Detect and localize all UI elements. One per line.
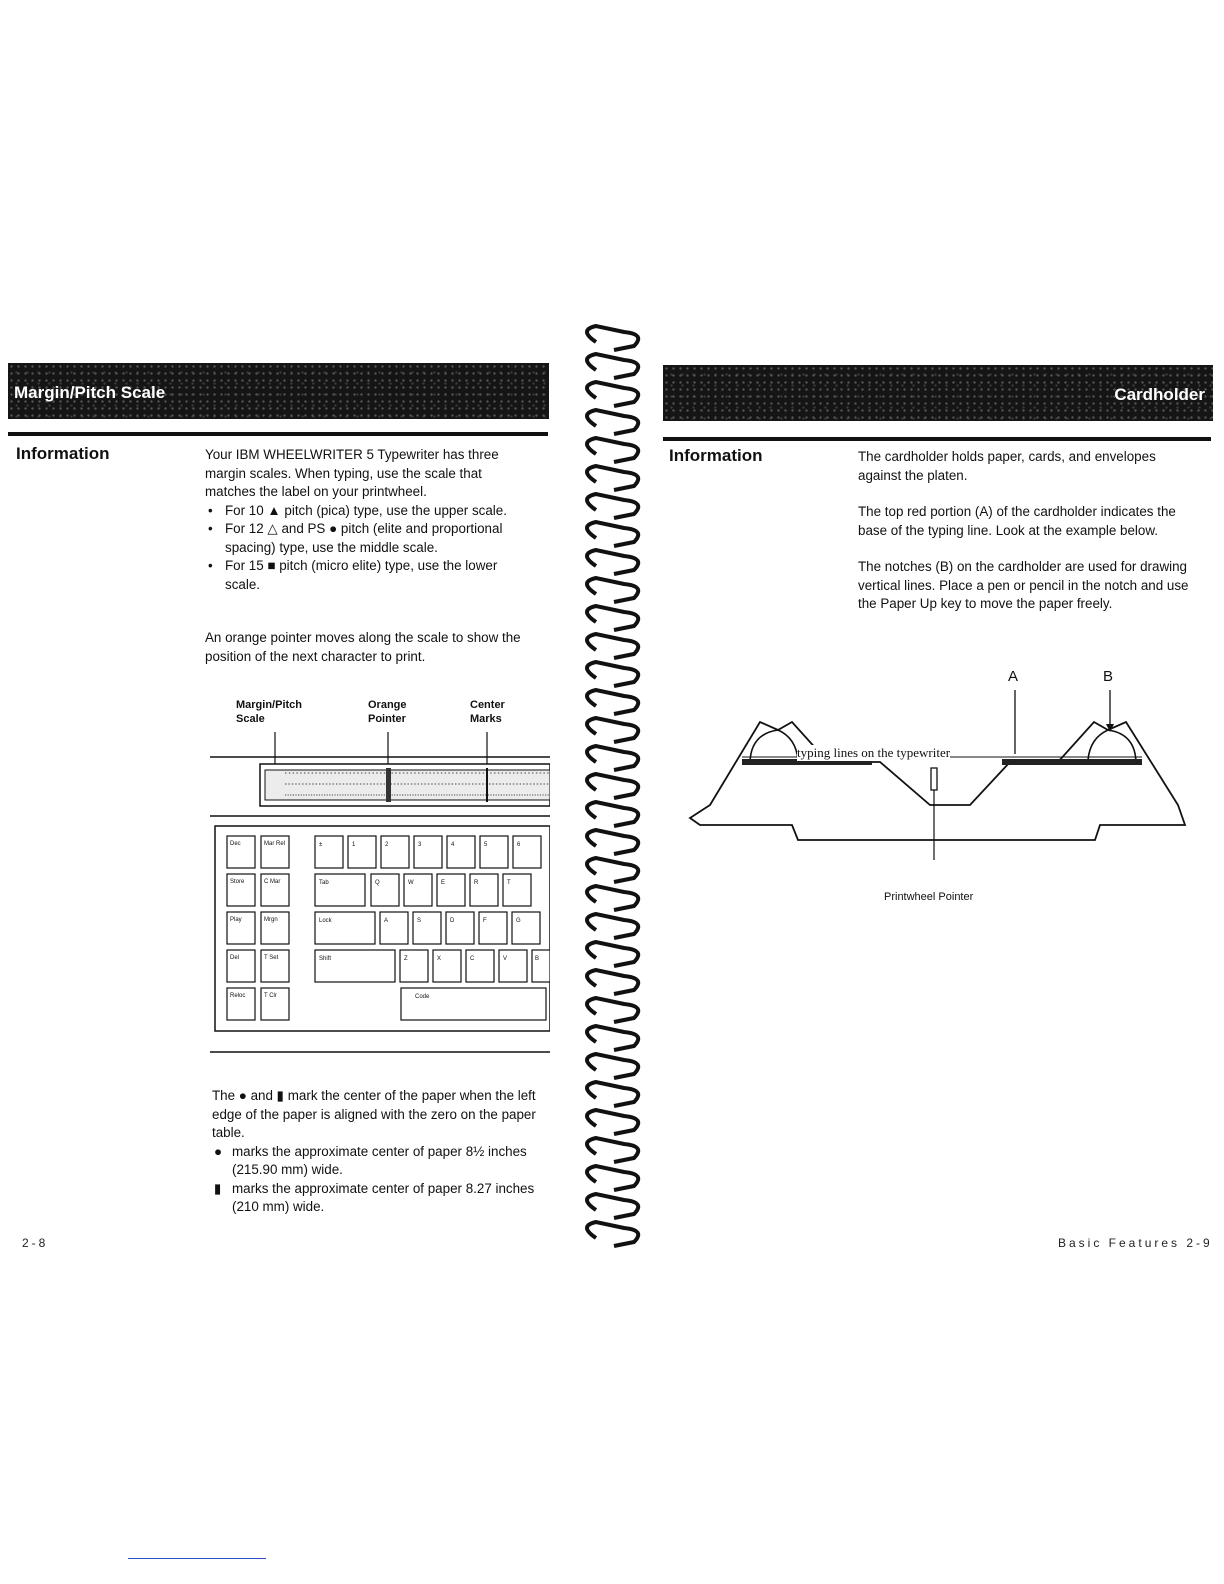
spiral-coil	[587, 578, 638, 602]
key-label: F	[483, 918, 487, 924]
orange-pointer	[386, 768, 391, 802]
key-label: C	[470, 956, 475, 962]
margin-scale-figure	[205, 728, 550, 1058]
center-mark-text: marks the approximate center of paper 8½ inches (215.90 mm) wide.	[232, 1143, 527, 1177]
key-label: Play	[230, 917, 242, 923]
key-label: Lock	[319, 918, 332, 924]
spiral-binding	[574, 318, 664, 1250]
key-label: X	[437, 956, 442, 962]
spiral-coil	[587, 942, 638, 966]
cardholder-paragraph: The top red portion (A) of the cardholder indicates the base of the typing line. Look at the example below.	[858, 504, 1176, 538]
key-label: Store	[230, 879, 245, 885]
spiral-coil	[587, 1054, 638, 1078]
intro-paragraph: Your IBM WHEELWRITER 5 Typewriter has three margin scales. When typing, use the scale that matches the label on your printwheel.	[205, 447, 499, 499]
spiral-coil	[587, 830, 638, 854]
pitch-bullet: • For 15 ■ pitch (micro elite) type, use the lower scale.	[205, 557, 535, 594]
key-label: Mar Rel	[264, 841, 286, 847]
key-label: S	[417, 918, 422, 924]
spiral-coil	[587, 914, 638, 938]
spiral-coil	[587, 774, 638, 798]
key-label: 2	[385, 842, 389, 848]
spiral-coil	[587, 382, 638, 406]
spiral-coil	[587, 606, 638, 630]
spiral-coil	[587, 802, 638, 826]
cardholder-paragraph: The notches (B) on the cardholder are used for drawing vertical lines. Place a pen or pencil in the notch and use the Paper Up key to move the paper freely.	[858, 559, 1189, 611]
left-page-number: 2-8	[22, 1236, 49, 1250]
center-mark-text: marks the approximate center of paper 8.27 inches (210 mm) wide.	[232, 1180, 535, 1214]
spiral-coil	[587, 550, 638, 574]
key-label: 6	[517, 842, 521, 848]
pitch-bullet: • For 10 ▲ pitch (pica) type, use the upper scale.	[205, 502, 535, 521]
label-b: B	[1103, 668, 1114, 685]
printwheel-pointer-label: Printwheel Pointer	[884, 891, 974, 903]
key-label: G	[516, 918, 521, 924]
pitch-bullet-list	[205, 502, 535, 595]
right-banner	[663, 365, 1213, 421]
key-label: W	[408, 880, 414, 886]
center-mark-paragraph: The ● and ▮ mark the center of the paper when the left edge of the paper is aligned with the zero on the paper table.	[212, 1088, 536, 1140]
right-section-label: Information	[669, 446, 763, 465]
center-mark-item	[212, 1180, 547, 1217]
spiral-coil	[587, 1026, 638, 1050]
spiral-coil	[587, 1082, 638, 1106]
key-label: Tab	[319, 880, 329, 886]
key-label: D	[450, 918, 455, 924]
key-label: Del	[230, 955, 240, 961]
key-label: C Mar	[264, 879, 281, 885]
spiral-coil	[587, 410, 638, 434]
cardholder-paragraph: The cardholder holds paper, cards, and envelopes against the platen.	[858, 449, 1156, 483]
left-divider-rule	[8, 432, 548, 436]
label-a: A	[1008, 668, 1019, 685]
center-mark-symbol: ●	[214, 1143, 223, 1159]
pitch-bullet: • For 12 △ and PS ● pitch (elite and proportional spacing) type, use the middle scale.	[205, 520, 535, 557]
key-label: A	[384, 918, 389, 924]
right-divider-rule	[663, 437, 1211, 441]
scale-strip	[265, 770, 550, 800]
spiral-coil	[587, 746, 638, 770]
spiral-coil	[587, 1194, 638, 1218]
key-label: T Clr	[264, 993, 277, 999]
key-label: R	[474, 880, 479, 886]
left-banner	[8, 363, 549, 419]
key-label: Z	[404, 956, 408, 962]
center-mark-item	[212, 1143, 547, 1180]
key-label: Code	[415, 994, 430, 1000]
spiral-coil	[587, 354, 638, 378]
spiral-coil	[587, 858, 638, 882]
spiral-coil	[587, 494, 638, 518]
center-mark-block	[212, 1087, 547, 1217]
key-label: Shift	[319, 956, 332, 962]
spiral-coil	[587, 1138, 638, 1162]
printwheel-pointer-shape	[931, 768, 937, 790]
right-red-portion	[1002, 759, 1142, 765]
left-notch	[750, 730, 798, 764]
spiral-coil	[587, 1222, 638, 1246]
spiral-coil	[587, 466, 638, 490]
key-label: Mrgn	[264, 917, 278, 923]
callout-margin-scale: Margin/Pitch Scale	[236, 699, 303, 725]
spiral-coil	[587, 438, 638, 462]
bottom-link-underline	[128, 1558, 266, 1559]
spiral-coil	[587, 690, 638, 714]
key-label: B	[535, 956, 540, 962]
key-label: T	[507, 880, 511, 886]
spiral-coil	[587, 662, 638, 686]
key-label: ±	[319, 842, 323, 848]
right-banner-title: Cardholder	[1114, 385, 1205, 404]
key-label: Dec	[230, 841, 241, 847]
spiral-coil	[587, 998, 638, 1022]
spiral-coil	[587, 886, 638, 910]
pointer-paragraph: An orange pointer moves along the scale to show the position of the next character to print.	[205, 630, 521, 664]
key-label: E	[441, 880, 446, 886]
spiral-coil	[587, 1166, 638, 1190]
left-section-label: Information	[16, 444, 110, 463]
spiral-coil	[587, 634, 638, 658]
callout-center-marks: Center Marks	[470, 699, 505, 725]
center-mark-symbol: ▮	[214, 1180, 222, 1196]
key-label: V	[503, 956, 508, 962]
right-text-block	[858, 448, 1193, 614]
spiral-coil	[587, 718, 638, 742]
key-label: 5	[484, 842, 488, 848]
spiral-coil	[587, 970, 638, 994]
cardholder-diagram	[680, 680, 1212, 860]
spiral-coil	[587, 326, 638, 350]
key-label: Reloc	[230, 993, 246, 999]
left-banner-title: Margin/Pitch Scale	[14, 383, 166, 402]
key-label: 3	[418, 842, 422, 848]
right-notch	[1088, 730, 1136, 764]
key-label: 4	[451, 842, 455, 848]
key-label: 1	[352, 842, 356, 848]
spiral-coil	[587, 522, 638, 546]
spiral-coil	[587, 1110, 638, 1134]
key-label: T Set	[264, 955, 279, 961]
key-label: Q	[375, 880, 380, 886]
typing-lines-label: typing lines on the typewriter	[797, 745, 951, 760]
left-intro-block	[205, 446, 535, 594]
callout-orange-pointer: Orange Pointer	[368, 699, 407, 725]
right-page-number: Basic Features 2-9	[1058, 1236, 1213, 1250]
